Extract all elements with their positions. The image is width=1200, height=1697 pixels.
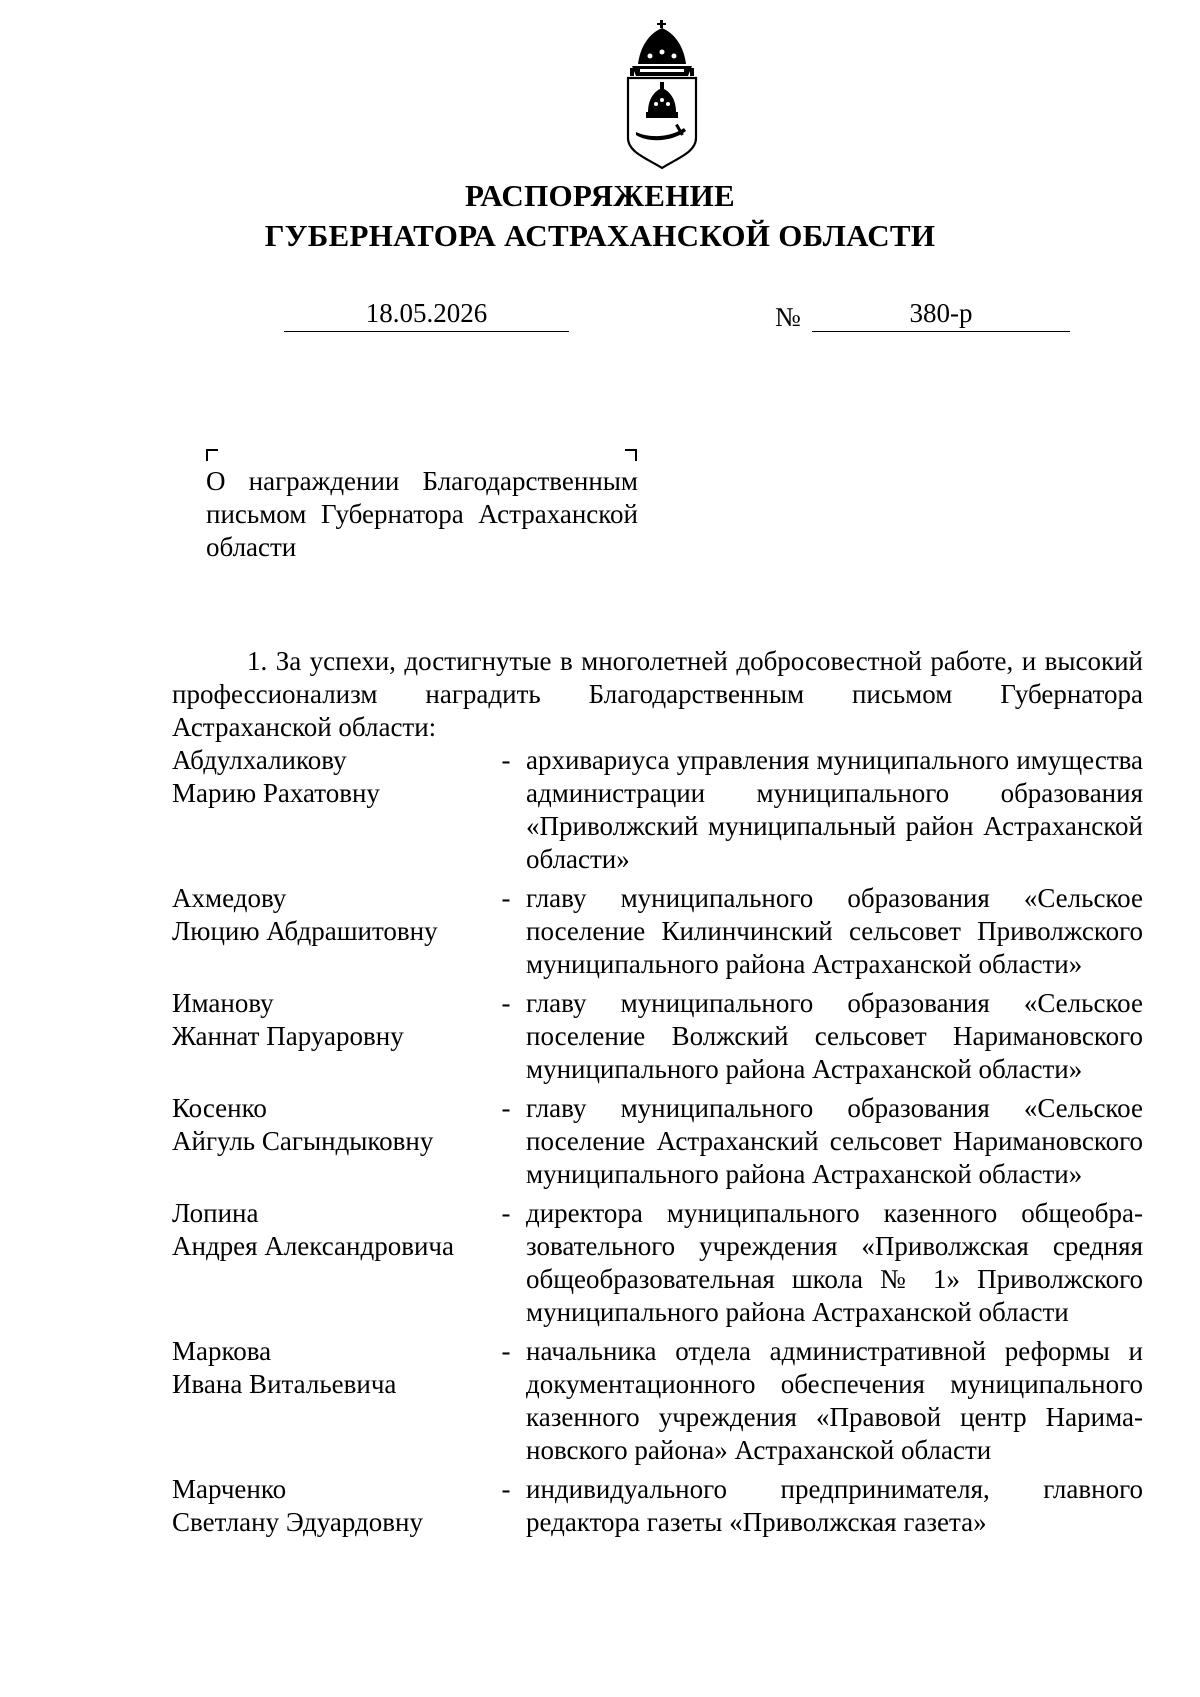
awardee-position: начальника отдела административной реформы и документационного обеспечения муниципального казенного учреждения «Правовой центр Наримановского района» Астраханской области [526, 1336, 1143, 1465]
awardee-surname: Маркова [172, 1336, 272, 1366]
awardee-row [172, 882, 1143, 981]
awardee-position: архивариуса управления муниципального имущества администрации муниципального образования «Приволжский муниципальный район Астраханской области» [526, 745, 1143, 874]
awardee-name [172, 744, 492, 810]
awardee-name [172, 987, 492, 1053]
awardee-given-name: Марию Рахатовну [172, 778, 380, 808]
awardee-row [172, 744, 1143, 876]
awardee-given-name: Жаннат Паруаровну [172, 1021, 404, 1051]
awardee-row [172, 1197, 1143, 1329]
awardee-surname: Иманову [172, 988, 274, 1018]
document-date: 18.05.2026 [284, 298, 569, 332]
awardee-given-name: Светлану Эдуардовну [172, 1507, 423, 1537]
awardee-name [172, 1473, 492, 1539]
coat-of-arms-icon [618, 20, 706, 170]
awardee-row [172, 1473, 1143, 1539]
awardee-position: главу муниципального образования «Сельское поселение Волжский сельсовет Наримановского муниципального района Астраханской области» [526, 988, 1143, 1084]
awardees-list [172, 744, 1143, 1545]
document-subject: О награждении Благодарственным письмом Губернатора Астраханской области [206, 466, 638, 562]
awardee-surname: Лопина [172, 1198, 259, 1228]
awardee-given-name: Андрея Александровича [172, 1231, 454, 1261]
awardee-dash: - [501, 883, 511, 913]
awardee-surname: Косенко [172, 1093, 267, 1123]
awardee-given-name: Люцию Абдрашитовну [172, 916, 438, 946]
awardee-row [172, 987, 1143, 1086]
awardee-position: директора муниципального казенного общеобразовательного учреждения «Приволжская средняя общеобразовательная школа № 1» Приволжского муниципального района Астраханской области [526, 1198, 1143, 1327]
awardee-position: индивидуального предпринимателя, главного редактора газеты «Приволжская газета» [526, 1474, 1143, 1537]
awardee-given-name: Ивана Витальевича [172, 1369, 397, 1399]
document-number: 380-р [812, 298, 1070, 332]
awardee-position: главу муниципального образования «Сельское поселение Астраханский сельсовет Наримановского муниципального района Астраханской области» [526, 1093, 1143, 1189]
awardee-surname: Марченко [172, 1474, 287, 1504]
awardee-dash: - [501, 1093, 511, 1123]
awardee-dash: - [501, 1474, 511, 1504]
awardee-position: главу муниципального образования «Сельское поселение Килинчинский сельсовет Приволжского муниципального района Астраханской области» [526, 883, 1143, 979]
awardee-name [172, 1092, 492, 1158]
subject-corner-left [206, 449, 218, 461]
awardee-row [172, 1092, 1143, 1191]
awardee-dash: - [501, 988, 511, 1018]
awardee-name [172, 882, 492, 948]
awardee-dash: - [501, 1336, 511, 1366]
subject-corner-right [625, 449, 637, 461]
document-issuer: ГУБЕРНАТОРА АСТРАХАНСКОЙ ОБЛАСТИ [264, 218, 936, 253]
awardee-given-name: Айгуль Сагындыковну [172, 1126, 434, 1156]
number-sign: № [775, 302, 801, 332]
awardee-surname: Абдулхаликову [172, 745, 347, 775]
awardee-surname: Ахмедову [172, 883, 287, 913]
order-paragraph-1: 1. За успехи, достигнутые в многолетней добросовестной работе, и высокий профессионализм наградить Благодарственным письмом Губернатора Астраханской области: [172, 646, 1143, 742]
awardee-name [172, 1335, 492, 1401]
awardee-dash: - [501, 1198, 511, 1228]
awardee-row [172, 1335, 1143, 1467]
document-title: РАСПОРЯЖЕНИЕ [464, 178, 736, 213]
awardee-dash: - [501, 745, 511, 775]
awardee-name [172, 1197, 492, 1263]
